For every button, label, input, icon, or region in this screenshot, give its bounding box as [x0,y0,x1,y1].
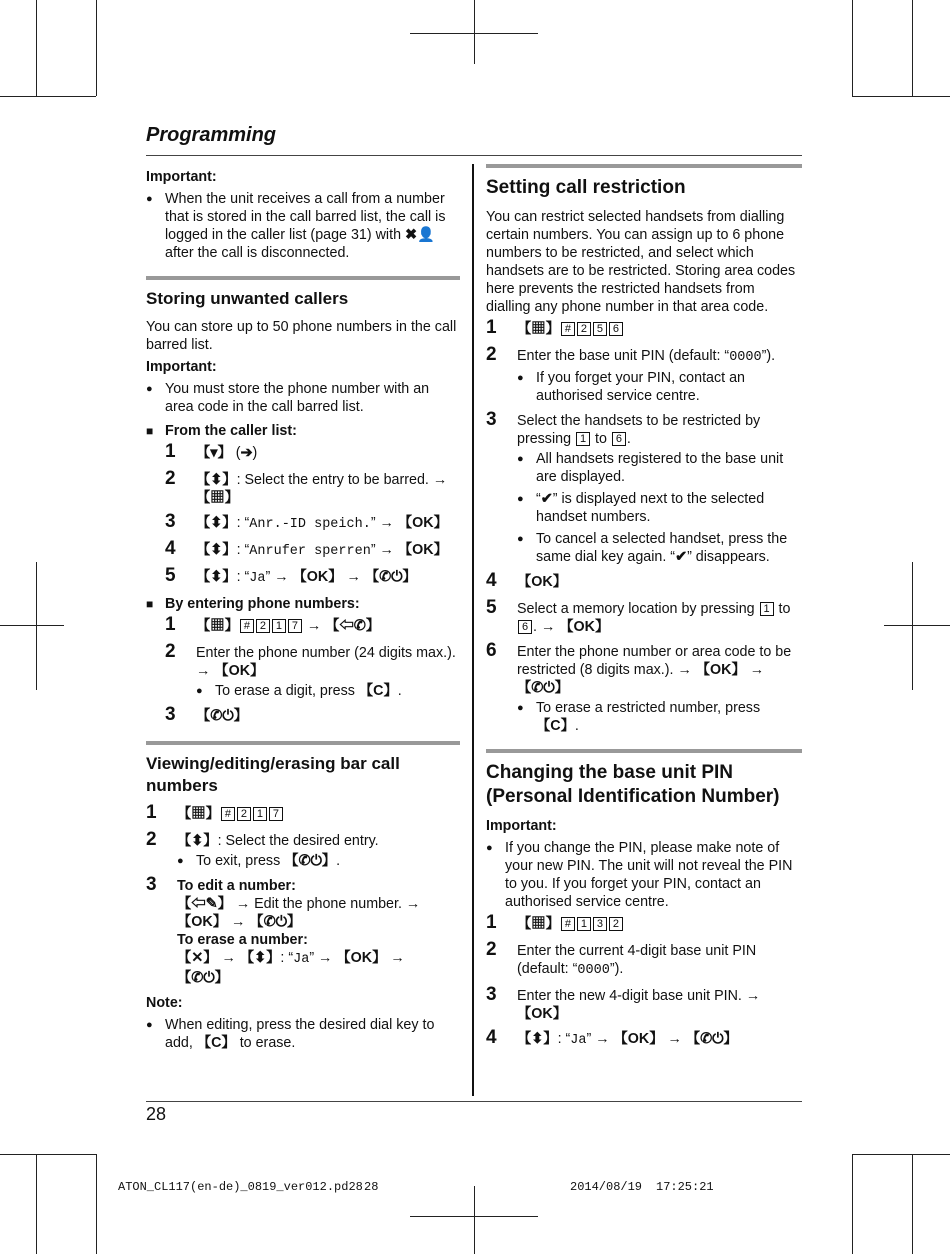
viewing-title: Viewing/editing/erasing bar call numbers [146,754,400,795]
storing-title: Storing unwanted callers [146,289,349,308]
important-label: Important: [146,169,217,185]
header-rule [146,155,802,156]
crop-mark [410,33,538,34]
ok-key: 【OK】 [613,1031,664,1047]
menu-key: 【▦】 [196,490,239,506]
step: 2 【⬍】: Select the entry to be barred. → 【▦】 [165,468,448,506]
crop-mark [884,625,950,626]
restriction-intro: You can restrict selected handsets from dialling certain numbers. You can assign up to 6 phone numbers to be restricted, and select which handsets are to be restricted. Storing area codes here prevents the restricted handsets from dialling any phone number in that area code. [486,209,796,315]
crop-mark [0,1154,96,1155]
ok-key: 【OK】 [695,662,746,678]
menu-key: 【▦】 [517,321,560,337]
off-key: 【✆⏻】 [364,569,417,585]
nav-key: 【⬍】 [196,515,237,531]
crop-mark [0,96,96,97]
clear-key: 【C】 [536,718,575,734]
step-bullet: ● To exit, press 【✆⏻】. [177,852,460,870]
step-bullet: ● All handsets registered to the base unit are displayed. [517,450,802,486]
crop-mark [36,562,37,690]
bullet-text: after the call is disconnected. [165,245,350,261]
step: 5 【⬍】: “Ja” → 【OK】 → 【✆⏻】 [165,565,417,586]
crop-mark [852,1154,950,1155]
section-rule [486,164,802,168]
important-bullet: ● If you change the PIN, please make note of your new PIN. The unit will not reveal the PIN to you. If you forget your PIN, contact an authorised service centre. [486,839,802,911]
print-date: 2014/08/19 [570,1180,643,1194]
check-icon: ✔ [675,549,688,565]
check-icon: ✔ [540,491,553,507]
off-key: 【✆⏻】 [177,970,229,986]
erase-key: 【✕】 [177,950,218,966]
edit-key: 【⇦✎】 [177,896,232,912]
crop-mark [852,0,853,96]
edit-label: To edit a number: [177,878,296,894]
step: 1 【▦】 # 2 5 6 [486,320,802,340]
nav-key: 【⬍】 [196,569,237,585]
clear-key: 【C】 [358,683,398,699]
ok-key: 【OK】 [214,663,265,679]
subheading: ■ From the caller list: [146,422,460,440]
right-column [486,164,802,1057]
restriction-title: Setting call restriction [486,177,686,198]
step: 2 【⬍】: Select the desired entry. ● To exit, press 【✆⏻】. [146,832,460,870]
pin-steps [486,912,802,1050]
ok-key: 【OK】 [397,515,448,531]
note-label: Note: [146,995,183,1011]
nav-key: 【⬍】 [517,1031,558,1047]
step: 1 【▦】 # 2 1 7 → 【⇦✆】 [165,614,381,635]
print-file-name: ATON_CL117(en-de)_0819_ver012.pd28 [118,1180,363,1194]
menu-key: 【▦】 [177,806,220,822]
crop-mark [474,1186,475,1254]
bullet-text: When the unit receives a call from a number that is stored in the call barred list, the call is logged in the caller list (page 31) with [165,191,446,243]
erase-label: To erase a number: [177,932,308,948]
ok-key: 【OK】 [517,574,568,590]
important-label: Important: [146,359,217,375]
crop-mark [912,1154,913,1254]
crop-mark [36,0,37,96]
call-barred-icon: ✖👤 [405,227,435,243]
column-divider [472,164,474,1096]
menu-key: 【▦】 [196,618,239,634]
pin-title: Changing the base unit PIN (Personal Identification Number) [486,762,780,807]
nav-key: 【⬍】 [177,833,218,849]
caller-list-icon: ➔ [240,445,253,461]
crop-mark [96,0,97,96]
step: 1 【▾】 (➔) [165,441,258,462]
important-label: Important: [486,818,557,834]
step: 2 Enter the phone number (24 digits max.). → 【OK】 ● To erase a digit, press 【C】. [165,644,460,700]
step: 3 【⬍】: “Anr.-ID speich.” → 【OK】 [165,511,448,532]
ok-key: 【OK】 [292,569,343,585]
caller-list-steps [146,441,460,588]
step: 4 【⬍】: “Ja” → 【OK】 → 【✆⏻】 [486,1027,738,1048]
crop-mark [912,562,913,690]
step-bullet: ● “✔” is displayed next to the selected handset numbers. [517,490,802,526]
step-bullet: ● To cancel a selected handset, press the same dial key again. “✔” disappears. [517,530,802,566]
off-key: 【✆⏻】 [196,708,248,724]
note-bullet: ● When editing, press the desired dial key to add, 【C】 to erase. [146,1016,460,1052]
phonebook-key: 【⇦✆】 [325,618,381,634]
crop-mark [474,0,475,64]
crop-mark [912,0,913,96]
step: 2 Enter the base unit PIN (default: “0000”). ● If you forget your PIN, contact an authorised service centre. [486,347,802,405]
viewing-steps [146,802,460,987]
section-rule [146,741,460,745]
ok-key: 【OK】 [559,619,610,635]
left-column [146,164,460,1056]
print-file-page: 28 [364,1180,379,1194]
page-number: 28 [146,1104,167,1124]
step: 1 【▦】 # 2 1 7 [146,805,460,825]
footer-rule [146,1101,802,1102]
off-key: 【✆⏻】 [685,1031,738,1047]
enter-number-steps [146,614,460,727]
ok-key: 【OK】 [177,914,228,930]
down-key: 【▾】 [196,445,232,461]
important-bullet [146,190,460,262]
ok-key: 【OK】 [336,950,387,966]
nav-key: 【⬍】 [239,950,281,966]
clear-key: 【C】 [196,1035,236,1051]
off-key: 【✆⏻】 [249,914,302,930]
step: 6 Enter the phone number or area code to be restricted (8 digits max.). → 【OK】 → 【✆⏻】 ● To erase a restricted number, press 【C】. [486,643,802,735]
step-bullet: ● To erase a digit, press 【C】. [196,682,460,700]
section-title: Programming [146,124,277,146]
step: 2 Enter the current 4-digit base unit PIN (default: “0000”). [486,939,757,978]
step: 5 Select a memory location by pressing 1 to 6 . → 【OK】 [486,597,791,635]
subheading: ■ By entering phone numbers: [146,595,460,613]
crop-mark [852,1154,853,1254]
ok-key: 【OK】 [517,1006,568,1022]
step: 3 【✆⏻】 [165,704,248,725]
section-rule [146,276,460,280]
off-key: 【✆⏻】 [284,853,337,869]
important-bullet: ● You must store the phone number with an area code in the call barred list. [146,380,460,416]
restriction-steps [486,317,802,735]
menu-key: 【▦】 [517,916,560,932]
nav-key: 【⬍】 [196,542,237,558]
crop-mark [0,625,64,626]
step: 1 【▦】 # 1 3 2 [486,915,802,935]
crop-mark [852,96,950,97]
crop-mark [96,1154,97,1254]
step-bullet: ● If you forget your PIN, contact an authorised service centre. [517,369,802,405]
crop-mark [410,1216,538,1217]
off-key: 【✆⏻】 [517,680,569,696]
step: 4 【⬍】: “Anrufer sperren” → 【OK】 [165,538,448,559]
step: 3 Select the handsets to be restricted by pressing 1 to 6 . ● All handsets registered to the base unit are displayed. ● “✔” is displayed next to the selected handset numbers. ● To cancel a selected handset, press the same dial key again. “✔” disappears. [486,412,802,566]
ok-key: 【OK】 [397,542,448,558]
storing-intro: You can store up to 50 phone numbers in the call barred list. [146,319,457,353]
section-rule [486,749,802,753]
step-bullet: ● To erase a restricted number, press 【C】. [517,699,802,735]
print-time: 17:25:21 [656,1180,714,1194]
crop-mark [36,1154,37,1254]
nav-key: 【⬍】 [196,472,237,488]
step: 4 【OK】 [486,570,568,591]
step: 3 Enter the new 4-digit base unit PIN. → 【OK】 [486,984,761,1022]
step: 3 To edit a number: 【⇦✎】 → Edit the phone number. → 【OK】 → 【✆⏻】 To erase a number: 【✕】 → 【⬍】: “Ja” → 【OK】 → 【✆⏻】 [146,877,460,987]
